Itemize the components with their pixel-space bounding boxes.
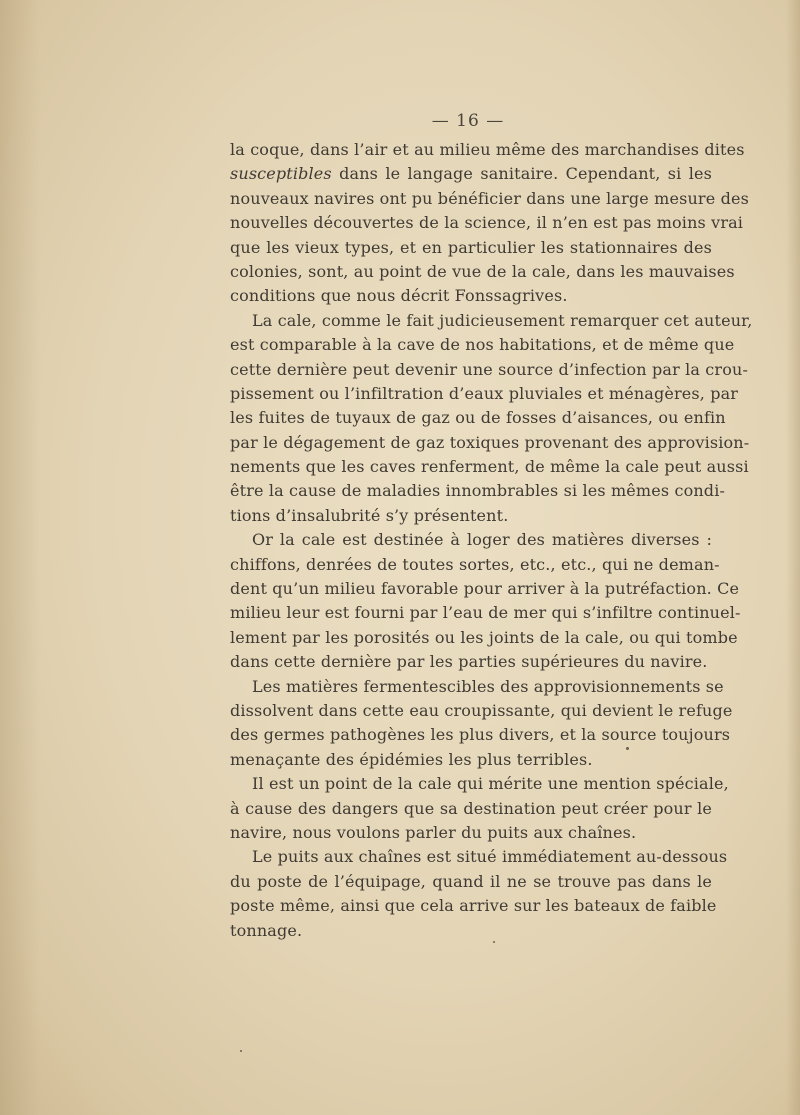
text-line: lement par les porosités ou les joints de la cale, ou qui tombe [230, 627, 738, 647]
text-line: la coque, dans l’air et au milieu même des marchandises dites [230, 140, 745, 159]
text-line: poste même, ainsi que cela arrive sur les bateaux de faible [230, 896, 717, 916]
text-line: dans cette dernière par les parties supérieures du navire. [230, 652, 708, 672]
text-line: par le dégagement de gaz toxiques provenant des approvision- [230, 432, 750, 452]
text-line: pissement ou l’infiltration d’eaux pluviales et ménagères, par [230, 383, 739, 403]
text-line: dent qu’un milieu favorable pour arriver à la putréfaction. Ce [230, 579, 740, 599]
text-line: Or la cale est destinée à loger des matières diverses : [252, 530, 712, 550]
paper-speck [240, 1050, 242, 1052]
text-line [230, 162, 712, 186]
page-edge-shadow-right [786, 0, 800, 1115]
text-line: à cause des dangers que sa destination peut créer pour le [230, 798, 712, 818]
body-text [230, 138, 753, 943]
text-line: est comparable à la cave de nos habitations, et de même que [230, 335, 735, 355]
text-line: les fuites de tuyaux de gaz ou de fosses d’aisances, ou enfin [230, 408, 726, 428]
text-line: navire, nous voulons parler du puits aux chaînes. [230, 822, 637, 842]
emphasized-term: susceptibles [230, 164, 332, 184]
text-line: que les vieux types, et en particulier les stationnaires des [230, 237, 712, 257]
paper-speck [626, 747, 629, 750]
text-line: cette dernière peut devenir une source d’infection par la crou- [230, 359, 749, 379]
text-line: Les matières fermentescibles des approvisionnements se [252, 676, 724, 696]
text-line: nements que les caves renferment, de même la cale peut aussi [230, 457, 749, 477]
text-line: tonnage. [230, 920, 303, 940]
text-line: nouvelles découvertes de la science, il n’en est pas moins vrai [230, 213, 744, 233]
text-line: du poste de l’équipage, quand il ne se trouve pas dans le [230, 871, 712, 891]
text-line: nouveaux navires ont pu bénéficier dans une large mesure des [230, 188, 749, 208]
text-line: colonies, sont, au point de vue de la cale, dans les mauvaises [230, 261, 735, 281]
page-number: — 16 — [431, 111, 505, 131]
text-segment: dans le langage sanitaire. Cependant, si les [331, 164, 712, 184]
text-line: chiffons, denrées de toutes sortes, etc., etc., qui ne deman- [230, 554, 720, 574]
text-line: Il est un point de la cale qui mérite une mention spéciale, [252, 774, 729, 794]
text-line: tions d’insalubrité s’y présentent. [230, 505, 509, 525]
text-line: dissolvent dans cette eau croupissante, qui devient le refuge [230, 700, 733, 720]
text-line: des germes pathogènes les plus divers, et la source toujours [230, 725, 731, 745]
paper-speck [493, 941, 495, 943]
text-line: milieu leur est fourni par l’eau de mer qui s’infiltre continuel- [230, 603, 741, 623]
text-line: La cale, comme le fait judicieusement remarquer cet auteur, [252, 310, 753, 330]
text-line: conditions que nous décrit Fonssagrives. [230, 286, 568, 306]
text-line: être la cause de maladies innombrables si les mêmes condi- [230, 481, 726, 501]
text-line: menaçante des épidémies les plus terribles. [230, 749, 593, 769]
page-edge-shadow-left [0, 0, 40, 1115]
text-line: Le puits aux chaînes est situé immédiatement au-dessous [252, 847, 728, 867]
